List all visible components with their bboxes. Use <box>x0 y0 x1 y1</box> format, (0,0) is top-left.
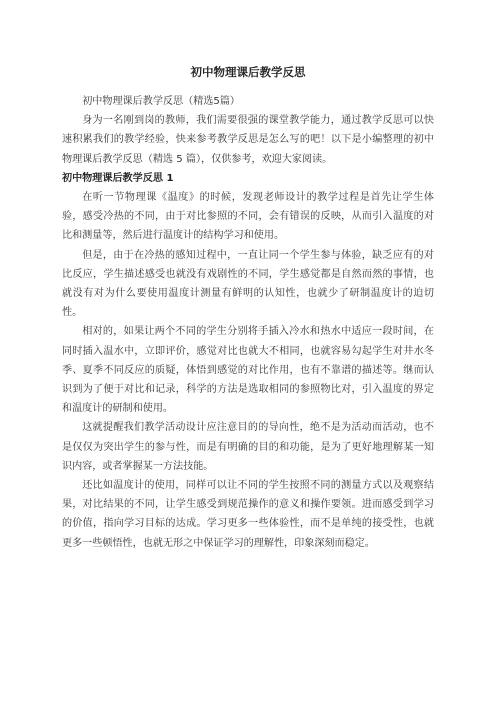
intro-paragraph: 身为一名刚到岗的教师，我们需要很强的课堂教学能力，通过教学反思可以快速积累我们的教学经验，快来参考教学反思是怎么写的吧！以下是小编整理的初中物理课后教学反思（精选 5 篇），仅供参考，欢迎大家阅读。 <box>62 115 434 165</box>
body-paragraph-5: 还比如温度计的使用，同样可以让不同的学生按照不同的测量方式以及观察结果，对比结果的不同，让学生感受到规范操作的意义和操作要领。进而感受到学习的价值，指向学习目标的达成。学习更多一些体验性，而不是单纯的接受性，也就更多一些顿悟性，也就无形之中保证学习的理解性，印象深刻而稳定。 <box>62 480 434 549</box>
document-body <box>62 92 434 553</box>
section-heading: 初中物理课后教学反思 1 <box>62 172 174 184</box>
body-paragraph-1: 在听一节物理课《温度》的时候，发现老师设计的教学过程是首先让学生体验，感受冷热的不同，由于对比参照的不同，会有错误的反映，从而引入温度的对比和测量等，然后进行温度计的结构学习和使用。 <box>62 192 434 242</box>
body-paragraph-2: 但是，由于在冷热的感知过程中，一直让同一个学生参与体验，缺乏应有的对比反应，学生描述感受也就没有戏剧性的不同，学生感觉都是自然而然的事情，也就没有对为什么要使用温度计测量有鲜明的认知性，也就少了研制温度计的迫切性。 <box>62 249 434 319</box>
body-paragraph-3: 相对的，如果让两个不同的学生分别将手插入冷水和热水中适应一段时间，在同时插入温水中，立即评价，感觉对比也就大不相同，也就容易勾起学生对井水冬季、夏季不同反应的质疑，体悟到感觉的对比作用，也有不靠谱的描述等。继而认识到为了便于对比和记录，科学的方法是选取相同的参照物比对，引入温度的界定和温度计的研制和使用。 <box>62 326 434 415</box>
subtitle-paragraph: 初中物理课后教学反思（精选5篇） <box>82 96 241 107</box>
body-paragraph-4: 这就提醒我们教学活动设计应注意目的的导向性，绝不是为活动而活动，也不是仅仅为突出学生的参与性，而是有明确的目的和功能，是为了更好地理解某一知识内容，或者掌握某一方法技能。 <box>62 422 434 472</box>
document-title: 初中物理课后教学反思 <box>190 65 306 79</box>
